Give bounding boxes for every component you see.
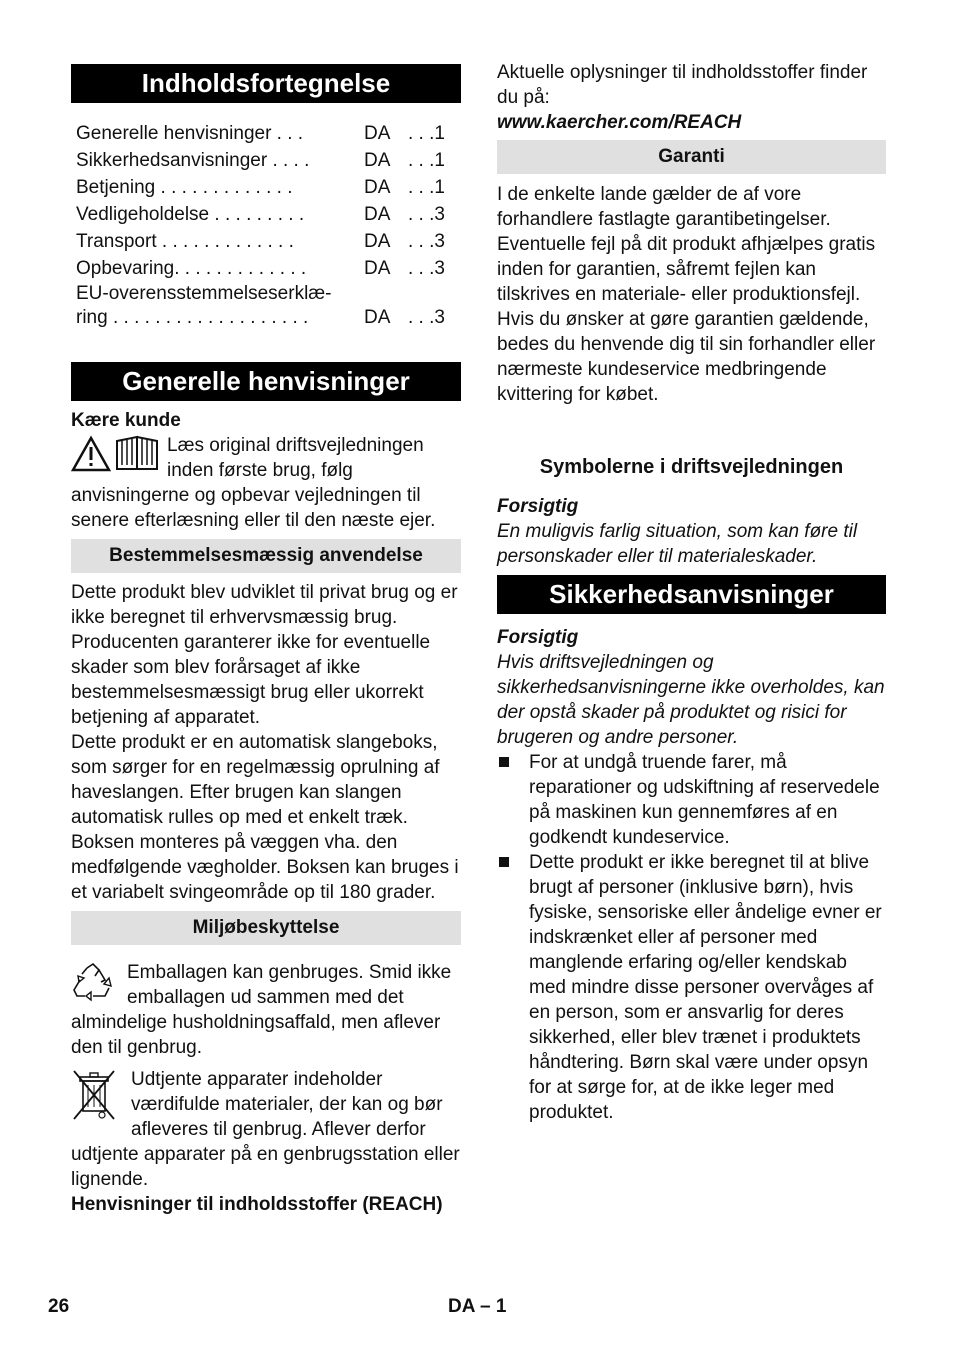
- toc-entry-title: Vedligeholdelse . . . . . . . . .: [76, 204, 305, 225]
- environment-text-1: Emballagen kan genbruges. Smid ikke emballagen ud sammen med det almindelige husholdningsaffald, men aflever den til genbrug.: [71, 962, 452, 1058]
- general-heading: Generelle henvisninger: [71, 362, 461, 401]
- bullet-square-icon: [499, 857, 509, 867]
- toc-entry-lang: DA: [364, 123, 391, 144]
- bullet-square-icon: [499, 757, 509, 767]
- toc-entry-title: Sikkerhedsanvisninger . . . .: [76, 150, 310, 171]
- warranty-heading: Garanti: [497, 140, 886, 174]
- safety-heading: Sikkerhedsanvisninger: [497, 575, 886, 614]
- toc-entry[interactable]: [71, 255, 461, 282]
- toc-entry-lang: DA: [364, 204, 391, 225]
- toc-entry-title: Transport . . . . . . . . . . . . .: [76, 231, 294, 252]
- toc-entry[interactable]: [71, 228, 461, 255]
- right-column: [497, 60, 886, 1125]
- toc-entry[interactable]: [71, 120, 461, 147]
- dear-customer-heading: Kære kunde: [71, 410, 181, 431]
- recycle-icon: [71, 962, 115, 1009]
- environment-paragraph-2: [71, 1067, 461, 1192]
- environment-paragraph-1: [71, 960, 461, 1060]
- toc-heading: Indholdsfortegnelse: [71, 64, 461, 103]
- toc-entry-title: Generelle henvisninger . . .: [76, 123, 304, 144]
- left-column: [71, 64, 461, 1217]
- toc-entry-page: . . .1: [408, 150, 445, 171]
- toc-entry-lang: DA: [364, 231, 391, 252]
- toc-entry[interactable]: [71, 282, 461, 330]
- toc-entry-lang: DA: [364, 150, 391, 171]
- warranty-paragraph: I de enkelte lande gælder de af vore forhandlere fastlagte garantibetingelser. Eventuelle fejl på dit produkt afhjælpes gratis inden for garantien, såfremt fejlen kan tilskrives en materiale- eller produktionsfejl. Hvis du ønsker at gøre garantien gældende, bedes du henvende dig til sin forhandler eller nærmeste kundeservice medbringende kvittering for købet.: [497, 184, 876, 405]
- reach-link[interactable]: www.kaercher.com/REACH: [497, 112, 742, 133]
- intended-use-paragraph-2: Dette produkt er en automatisk slangeboks, som sørger for en regelmæssig oprulning af haveslangen. Efter brugen kan slangen automatisk rulles op med et enkelt træk. Boksen monteres på væggen vha. den medfølgende vægholder. Boksen kan bruges i et variabelt svingeområde op til 180 grader.: [71, 732, 459, 903]
- intended-use-heading: Bestemmelsesmæssig anvendelse: [71, 539, 461, 573]
- environment-heading: Miljøbeskyttelse: [71, 911, 461, 945]
- intro-paragraph: [71, 433, 461, 533]
- toc-entry-page: . . .1: [408, 123, 445, 144]
- toc-entry[interactable]: [71, 174, 461, 201]
- toc-entry[interactable]: [71, 201, 461, 228]
- safety-caution-label: Forsigtig: [497, 627, 579, 648]
- reach-paragraph: Aktuelle oplysninger til indholdsstoffer finder du på:: [497, 62, 868, 108]
- caution-label: Forsigtig: [497, 496, 579, 517]
- page-number: 26: [48, 1296, 70, 1317]
- toc-entry-page: . . .3: [408, 231, 445, 252]
- toc-entry-page: . . .1: [408, 177, 445, 198]
- caution-text: En muligvis farlig situation, som kan føre til personskader eller til materialeskader.: [497, 521, 858, 567]
- intro-text: Læs original driftsvejledningen inden første brug, følg anvisningerne og opbevar vejledningen til senere efterlæsning eller til den næste ejer.: [71, 435, 436, 531]
- safety-bullet-text: For at undgå truende farer, må reparationer og udskiftning af reservedele på maskinen kun gennemføres af en godkendt kundeservice.: [529, 752, 880, 848]
- safety-bullet-text: Dette produkt er ikke beregnet til at blive brugt af personer (inklusive børn), hvis fysiske, sensoriske eller åndelige evner er indskrænket eller af personer med manglende erfaring og/eller kendskab med mindre disse personer overvåges af en person, som er ansvarlig for deres sikkerhed, eller blev trænet i produktets håndtering. Børn skal være under opsyn for at sørge for, at de ikke leger med produktet.: [529, 852, 882, 1123]
- toc-entry-lang: DA: [364, 307, 391, 328]
- safety-bullet: [497, 750, 886, 850]
- table-of-contents: [71, 120, 461, 330]
- toc-entry-title: EU-overensstemmelseserklæ-ring . . . . . . . . . . . . . . . . . . .: [76, 283, 332, 328]
- toc-entry-page: . . .3: [408, 258, 445, 279]
- reach-heading: Henvisninger til indholdsstoffer (REACH): [71, 1194, 443, 1215]
- crossed-bin-icon: [71, 1069, 117, 1128]
- toc-entry-page: . . .3: [408, 204, 445, 225]
- intended-use-paragraph-1: Dette produkt blev udviklet til privat brug og er ikke beregnet til erhvervsmæssig brug. Producenten garanterer ikke for eventuelle skader som blev forårsaget af ikke bestemmelsesmæssigt brug eller ukorrekt betjening af apparatet.: [71, 582, 458, 728]
- toc-entry-title: Opbevaring. . . . . . . . . . . . .: [76, 258, 307, 279]
- toc-entry-title: Betjening . . . . . . . . . . . . .: [76, 177, 293, 198]
- environment-text-2: Udtjente apparater indeholder værdifulde materialer, der kan og bør afleveres til genbrug. Aflever derfor udtjente apparater på en genbrugsstation eller lignende.: [71, 1069, 460, 1190]
- toc-entry-lang: DA: [364, 177, 391, 198]
- safety-bullet: [497, 850, 886, 1125]
- safety-caution-text: Hvis driftsvejledningen og sikkerhedsanvisningerne ikke overholdes, kan der opstå skader på produktet og risici for brugeren og andre personer.: [497, 652, 885, 748]
- toc-entry-lang: DA: [364, 258, 391, 279]
- symbols-heading: Symbolerne i driftsvejledningen: [539, 456, 844, 478]
- toc-entry[interactable]: [71, 147, 461, 174]
- toc-entry-page: . . .3: [408, 307, 445, 328]
- section-page-number: DA – 1: [448, 1296, 507, 1317]
- warning-book-icon: [71, 435, 161, 480]
